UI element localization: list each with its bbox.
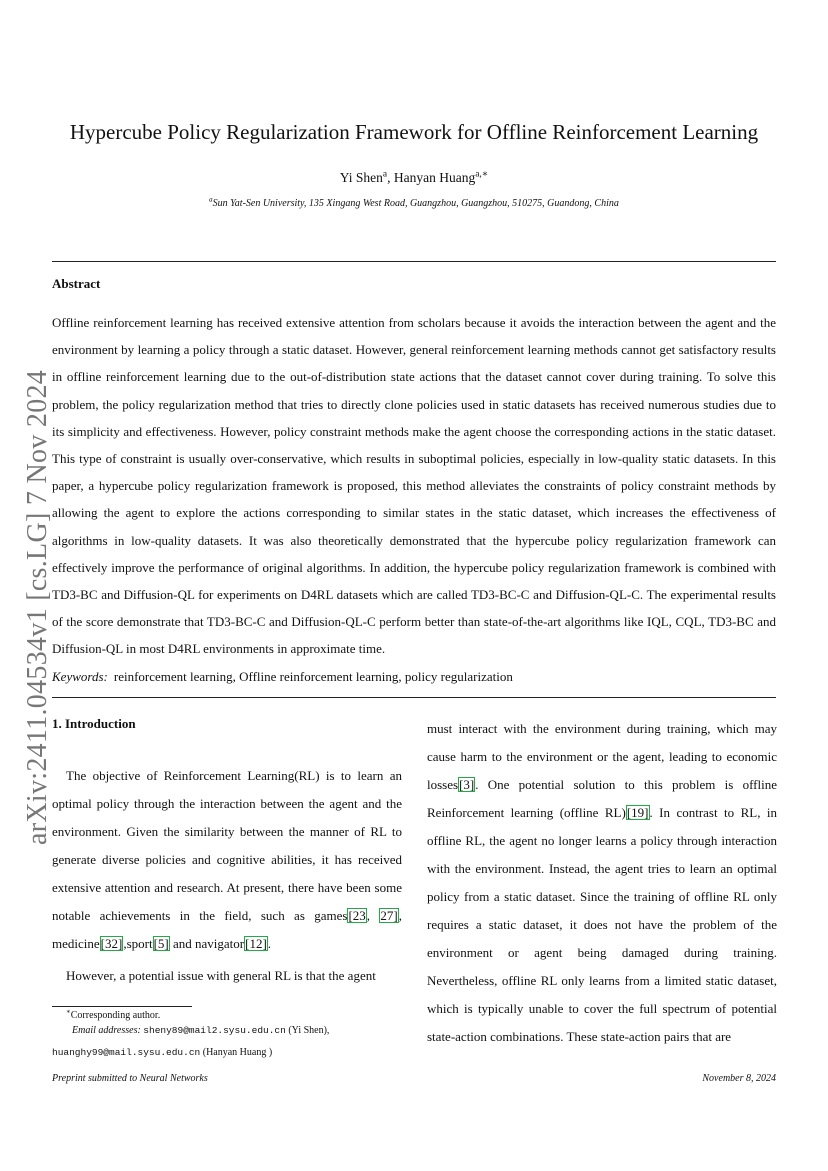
keywords-label: Keywords: xyxy=(52,669,108,684)
intro-paragraph-continued xyxy=(427,715,777,1051)
citation-link[interactable]: [19] xyxy=(626,805,649,820)
affiliation-text: Sun Yat-Sen University, 135 Xingang West Road, Guangzhou, Guangzhou, 510275, Guandong, China xyxy=(212,198,619,209)
email-address[interactable]: sheny89@mail2.sysu.edu.cn xyxy=(143,1025,286,1036)
footnote-mark: ∗ xyxy=(66,1007,71,1016)
paper-title: Hypercube Policy Regularization Framework for Offline Reinforcement Learning xyxy=(69,120,759,144)
author-separator: , xyxy=(387,170,394,185)
citation-link[interactable]: [5] xyxy=(153,936,169,951)
author-name: Yi Shen xyxy=(339,170,383,185)
left-column xyxy=(52,762,402,990)
affiliation xyxy=(0,195,828,209)
citation-link[interactable]: [32] xyxy=(100,936,123,951)
paragraph-text: . xyxy=(267,936,272,951)
citation-link[interactable]: [12] xyxy=(245,936,267,951)
author-affil-mark: a xyxy=(382,169,388,180)
author-affil-mark: a,∗ xyxy=(475,169,489,180)
citation-link[interactable]: [23 xyxy=(348,908,366,923)
footnote-emails xyxy=(72,1025,329,1036)
intro-paragraph xyxy=(52,762,402,958)
paragraph-text: . In contrast to RL, in offline RL, the agent no longer learns a policy through interaction with the environment. Instead, the agent tries to learn an optimal policy from a static dataset. Since the training of offline RL only requires a static dataset, it does not have the problem of the environment or agent being damaged during training. Nevertheless, offline RL only learns from a limited static dataset, which is typically unable to cover the full spectrum of potential state-action combinations. These state-action pairs that are xyxy=(427,805,777,1044)
paragraph-text: and navigator xyxy=(169,936,245,951)
citation-link[interactable]: 27] xyxy=(380,908,398,923)
author-name: Hanyan Huang xyxy=(393,170,476,185)
email-address[interactable]: huanghy99@mail.sysu.edu.cn xyxy=(52,1047,201,1058)
email-owner: (Hanyan Huang ) xyxy=(200,1047,273,1058)
abstract-bottom-rule xyxy=(52,697,776,698)
footnote-emails-cont xyxy=(52,1047,272,1058)
paragraph-text: ,sport xyxy=(123,936,153,951)
paragraph-text: must interact with the environment during training, which may cause harm to the environment or the agent, leading to economic losses xyxy=(427,721,777,792)
affiliation-mark: a xyxy=(209,195,213,204)
citation-separator: , xyxy=(366,908,380,923)
footnote-corresponding xyxy=(66,1007,161,1021)
abstract-heading: Abstract xyxy=(52,276,101,291)
section-heading: 1. Introduction xyxy=(52,716,136,731)
top-rule xyxy=(52,261,776,262)
email-label: Email addresses: xyxy=(72,1025,141,1036)
paragraph-text: , medicine xyxy=(52,908,402,951)
keywords-text: reinforcement learning, Offline reinforcement learning, policy regularization xyxy=(113,669,513,684)
footer-date: November 8, 2024 xyxy=(702,1073,776,1084)
intro-paragraph: However, a potential issue with general RL is that the agent xyxy=(66,968,376,983)
paragraph-text: . One potential solution to this problem is offline Reinforcement learning (offline RL) xyxy=(427,777,777,820)
paragraph-text: The objective of Reinforcement Learning(RL) is to learn an optimal policy through the interaction between the agent and the environment. Given the similarity between the manner of RL to generate diverse policies and cognitive abilities, it has received extensive attention and research. At present, there have been some notable achievements in the field, such as games xyxy=(52,768,402,923)
author-line xyxy=(0,170,828,186)
email-owner: (Yi Shen), xyxy=(285,1025,330,1036)
right-column xyxy=(427,715,777,1051)
abstract-body: Offline reinforcement learning has received extensive attention from scholars because it avoids the interaction between the agent and the environment by learning a policy through a static dataset. However, general reinforcement learning methods cannot get satisfactory results in offline reinforcement learning due to the out-of-distribution state actions that the dataset cannot cover during training. To solve this problem, the policy regularization method that tries to directly clone policies used in static datasets has received numerous studies due to its simplicity and effectiveness. However, policy constraint methods make the agent choose the corresponding actions in the static dataset. This type of constraint is usually over-conservative, which results in suboptimal policies, especially in low-quality static datasets. In this paper, a hypercube policy regularization framework is proposed, this method alleviates the constraints of policy constraint methods by allowing the agent to explore the actions corresponding to similar states in the static dataset, which increases the effectiveness of algorithms in low-quality datasets. It was also theoretically demonstrated that the hypercube policy regularization framework can effectively improve the performance of original algorithms. In addition, the hypercube policy regularization framework is combined with TD3-BC and Diffusion-QL for experiments on D4RL datasets which are called TD3-BC-C and Diffusion-QL-C. The experimental results of the score demonstrate that TD3-BC-C and Diffusion-QL-C perform better than state-of-the-art algorithms like IQL, CQL, TD3-BC and Diffusion-QL in most D4RL environments in approximate time. xyxy=(52,315,776,657)
arxiv-sidebar-id: arXiv:2411.04534v1 [cs.LG] 7 Nov 2024 xyxy=(22,369,53,845)
footnote-text: Corresponding author. xyxy=(70,1010,161,1021)
footnote-rule xyxy=(52,1006,192,1007)
footer-preprint-note: Preprint submitted to Neural Networks xyxy=(52,1073,208,1084)
keywords xyxy=(52,669,776,685)
citation-link[interactable]: [3] xyxy=(459,777,475,792)
